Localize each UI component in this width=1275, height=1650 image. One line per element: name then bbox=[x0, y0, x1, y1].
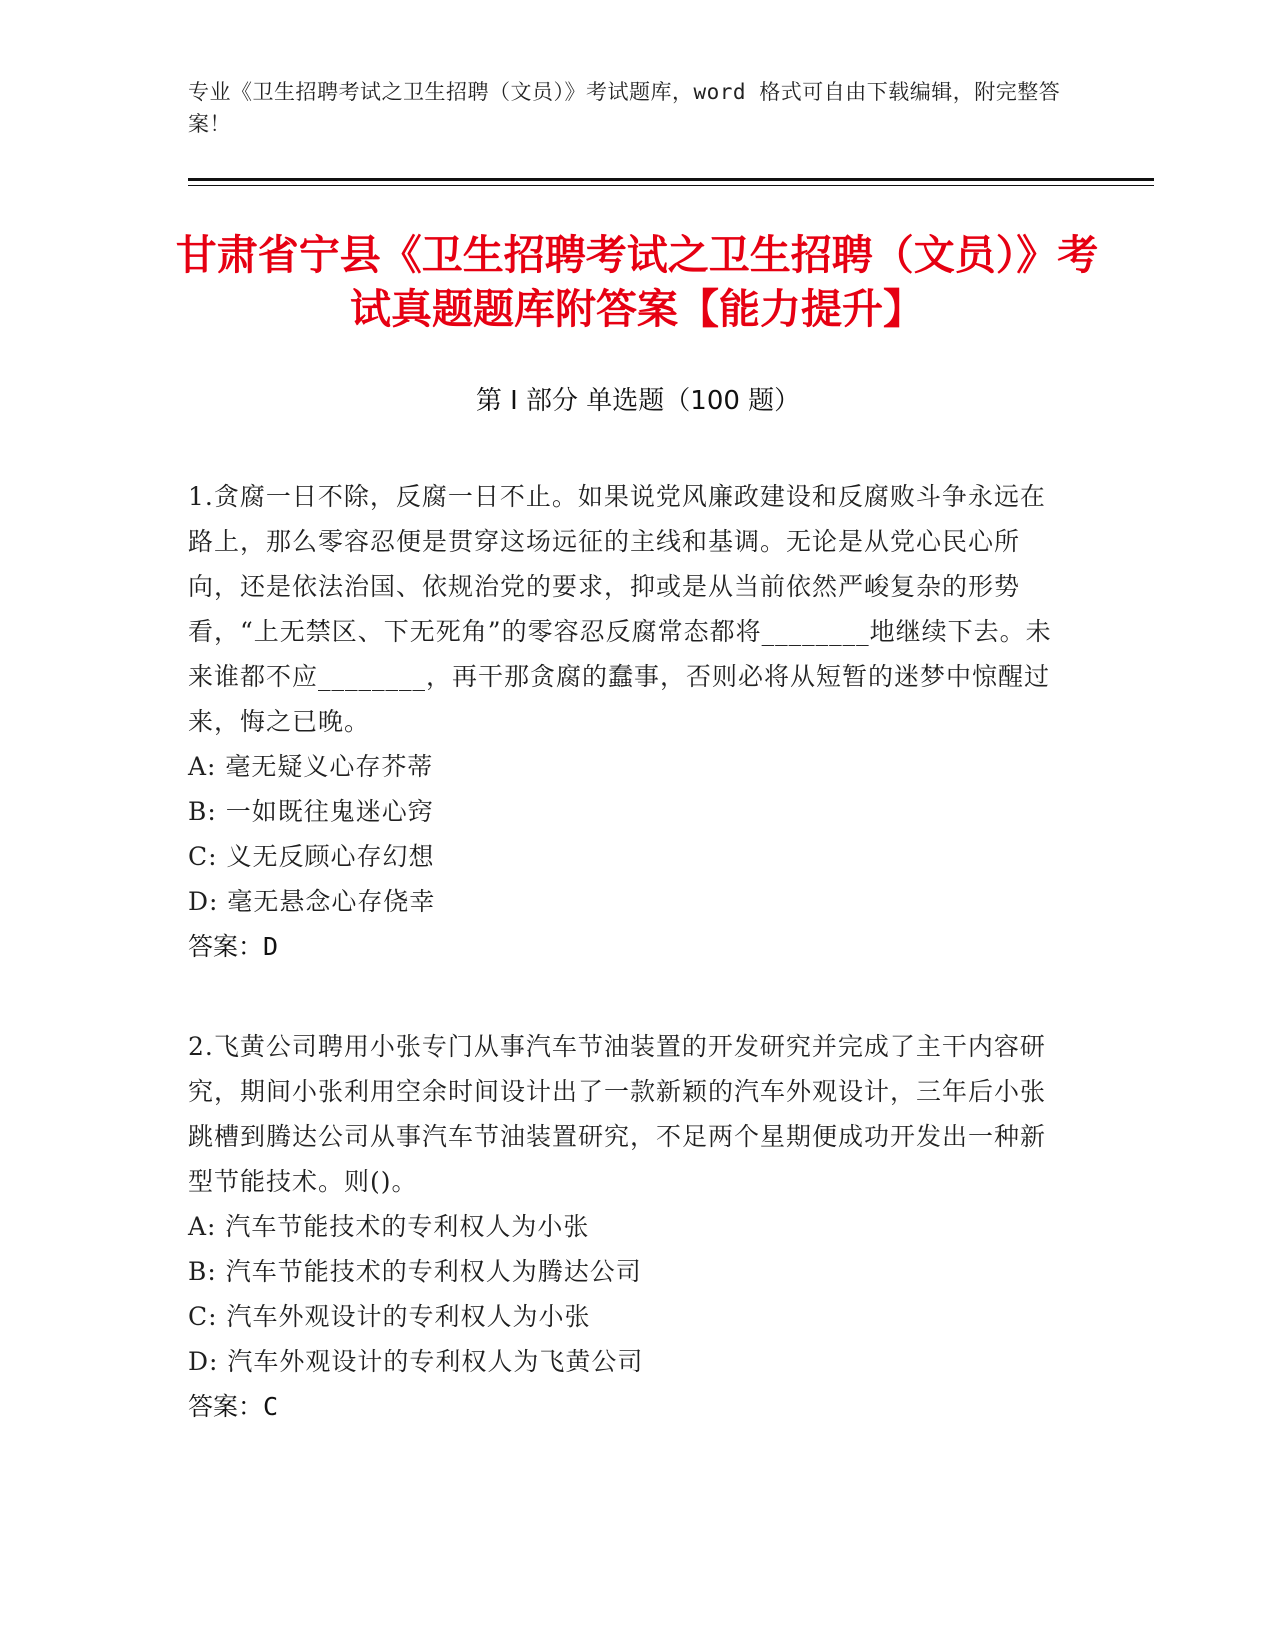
answer-label: 答案： bbox=[188, 932, 264, 961]
answer-line bbox=[188, 924, 1068, 969]
header-divider-thin bbox=[188, 185, 1154, 186]
option-c: C: 义无反顾心存幻想 bbox=[188, 842, 435, 871]
option-b: B: 一如既往鬼迷心窍 bbox=[188, 797, 434, 826]
section-heading: 第 I 部分 单选题（100 题） bbox=[475, 386, 801, 416]
answer-value: D bbox=[263, 932, 279, 961]
option-a: A: 汽车节能技术的专利权人为小张 bbox=[188, 1212, 590, 1241]
question-stem: 1.贪腐一日不除，反腐一日不止。如果说党风廉政建设和反腐败斗争永远在路上，那么零容忍便是贯穿这场远征的主线和基调。无论是从党心民心所向，还是依法治国、依规治党的要求，抑或是从当前依然严峻复杂的形势看，“上无禁区、下无死角”的零容忍反腐常态都将________地继续下去。未来谁都不应________，再干那贪腐的蠢事，否则必将从短暂的迷梦中惊醒过来，悔之已晚。 bbox=[188, 482, 1052, 736]
answer-label: 答案： bbox=[188, 1392, 264, 1421]
option-c: C: 汽车外观设计的专利权人为小张 bbox=[188, 1302, 591, 1331]
option-b: B: 汽车节能技术的专利权人为腾达公司 bbox=[188, 1257, 642, 1286]
option-d: D: 汽车外观设计的专利权人为飞黄公司 bbox=[188, 1347, 644, 1376]
answer-value: C bbox=[263, 1392, 279, 1421]
answer-line bbox=[188, 1384, 1068, 1429]
header-note: 专业《卫生招聘考试之卫生招聘（文员）》考试题库，word 格式可自由下载编辑，附完整答案！ bbox=[188, 80, 1061, 136]
header-divider-thick bbox=[188, 178, 1154, 181]
option-a: A: 毫无疑义心存芥蒂 bbox=[188, 752, 434, 781]
question-stem: 2.飞黄公司聘用小张专门从事汽车节油装置的开发研究并完成了主干内容研究，期间小张利用空余时间设计出了一款新颖的汽车外观设计，三年后小张跳槽到腾达公司从事汽车节油装置研究，不足两个星期便成功开发出一种新型节能技术。则()。 bbox=[188, 1032, 1047, 1196]
question-item bbox=[188, 1024, 1068, 1429]
document-title: 甘肃省宁县《卫生招聘考试之卫生招聘（文员）》考试真题题库附答案【能力提升】 bbox=[175, 231, 1099, 333]
option-d: D: 毫无悬念心存侥幸 bbox=[188, 887, 436, 916]
question-item bbox=[188, 474, 1068, 969]
